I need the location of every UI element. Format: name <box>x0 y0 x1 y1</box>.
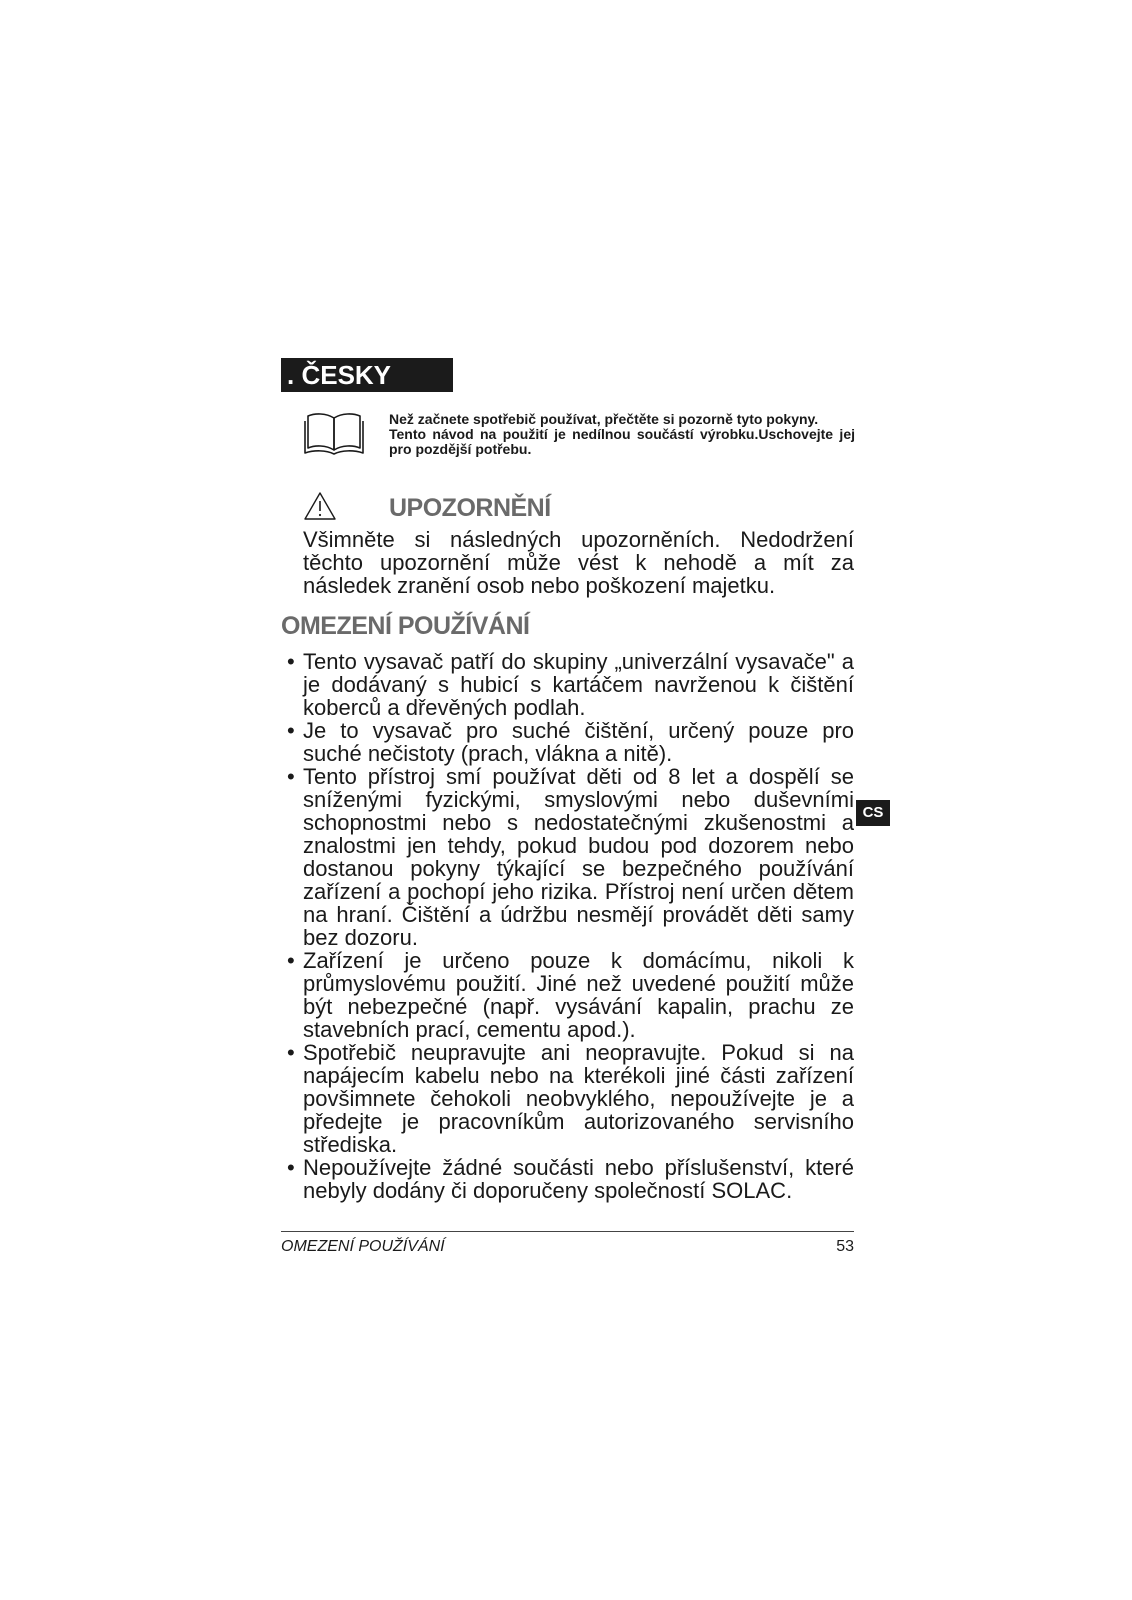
book-icon <box>304 412 364 456</box>
intro-line-1: Než začnete spotřebič používat, přečtěte si pozorně tyto pokyny. <box>389 411 819 427</box>
intro-line-2: Tento návod na použití je nedílnou součástí výrobku.Uschovejte jej pro pozdější potřebu. <box>389 426 855 457</box>
footer-section-label: OMEZENÍ POUŽÍVÁNÍ <box>281 1238 445 1255</box>
bullet-icon: • <box>287 948 295 973</box>
list-item <box>287 650 854 719</box>
list-item <box>287 719 854 765</box>
page-number: 53 <box>836 1238 854 1255</box>
bullet-icon: • <box>287 649 295 674</box>
list-item-text: Spotřebič neupravujte ani neopravujte. Pokud si na napájecím kabelu nebo na kterékoli jiné části zařízení povšimnete čehokoli neobvyklého, nepoužívejte je a předejte je pracovníkům autorizovaného servisního střediska. <box>303 1040 854 1157</box>
usage-restrictions-list <box>287 650 854 1202</box>
section-title: OMEZENÍ POUŽÍVÁNÍ <box>281 612 530 640</box>
list-item-text: Zařízení je určeno pouze k domácímu, nikoli k průmyslovému použití. Jiné než uvedené použití může být nebezpečné (např. vysávání kapalin, prachu ze stavebních prací, cementu apod.). <box>303 948 854 1042</box>
language-header: . ČESKY <box>281 358 453 392</box>
list-item-text: Tento vysavač patří do skupiny „univerzální vysavače" a je dodávaný s hubicí s kartáčem navrženou k čištění koberců a dřevěných podlah. <box>303 649 854 720</box>
warning-text: Všimněte si následných upozorněních. Nedodržení těchto upozornění může vést k nehodě a mít za následek zranění osob nebo poškození majetku. <box>303 527 854 598</box>
list-item <box>287 765 854 949</box>
footer-divider <box>281 1231 854 1232</box>
list-item-text: Je to vysavač pro suché čištění, určený pouze pro suché nečistoty (prach, vlákna a nitě). <box>303 718 854 766</box>
list-item-text: Tento přístroj smí používat děti od 8 let a dospělí se sníženými fyzickými, smyslovými nebo duševními schopnostmi nebo s nedostatečnými zkušenostmi a znalostmi jen tehdy, pokud budou pod dozorem nebo dostanou pokyny týkající se bezpečného používání zařízení a pochopí jeho rizika. Přístroj není určen dětem na hraní. Čištění a údržbu nesmějí provádět děti samy bez dozoru. <box>303 764 854 950</box>
warning-triangle-icon <box>303 491 337 521</box>
list-item <box>287 1156 854 1202</box>
list-item-text: Nepoužívejte žádné součásti nebo příslušenství, které nebyly dodány či doporučeny společností SOLAC. <box>303 1155 854 1203</box>
list-item <box>287 1041 854 1156</box>
bullet-icon: • <box>287 718 295 743</box>
bullet-icon: • <box>287 1155 295 1180</box>
bullet-icon: • <box>287 764 295 789</box>
warning-title: UPOZORNĚNÍ <box>389 494 551 522</box>
intro-text <box>389 412 855 457</box>
bullet-icon: • <box>287 1040 295 1065</box>
list-item <box>287 949 854 1041</box>
language-side-tab: CS <box>856 800 890 826</box>
